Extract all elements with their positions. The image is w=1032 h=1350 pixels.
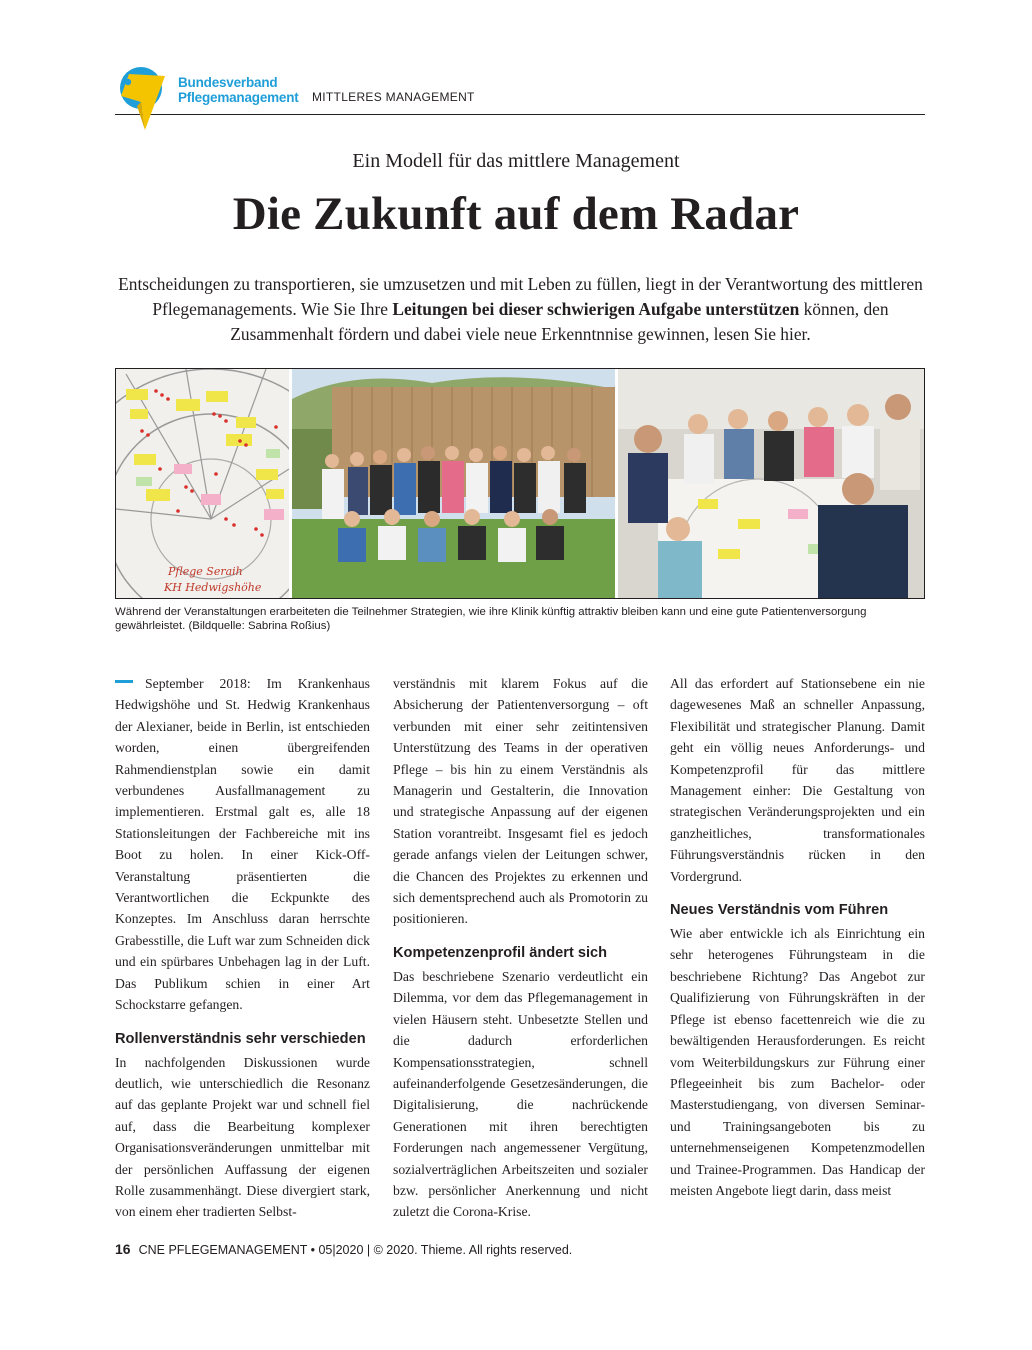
subheading-neues-verstaendnis: Neues Verständnis vom Führen — [670, 902, 889, 919]
logo-wordmark — [178, 75, 299, 105]
column-3-paragraph-2: Wie aber entwickle ich als Einrichtung ein sehr heterogenes Führungsteam in die beschriebene Richtung? Das Angebot zur Qualifizierung von Führungskräften in der Pflege ist ebenso facettenreich wie die zu bewältigenden Herausforderungen. Es reicht vom Weiterbildungskurs zur Führung einer Pflegeeinheit bis zum Bachelor- oder Masterstudiengang, von diversen Seminar- und Trainingsangeboten bis zu unternehmenseigenen Kompetenzmodellen und Trainee-Programmen. Das Handicap der meisten Angebote liegt darin, dass meist — [670, 926, 925, 1198]
photo-strip — [115, 368, 925, 599]
page-footer — [115, 1241, 572, 1257]
section-label: MITTLERES MANAGEMENT — [312, 90, 475, 104]
photo-workshop — [618, 369, 924, 598]
column-1-paragraph-2: In nachfolgenden Diskussionen wurde deutlich, wie unterschiedlich die Resonanz auf das geplante Projekt war und schnell fiel auf, dass die Bearbeitung komplexer Organisationsveränderungen unmittelbar mit der persönlichen Auffassung der eigenen Rolle zusammenhängt. Diese divergiert stark, von einem eher tradierten Selbst- — [115, 1054, 370, 1220]
lead-text-2: können, den Zusammenhalt fördern und dabei viele neue Erkenntnnise gewinnen, lesen Sie hier. — [230, 299, 889, 344]
page-header — [115, 66, 925, 115]
column-1-text-1: September 2018: Im Krankenhaus Hedwigshöhe und St. Hedwig Krankenhaus der Alexianer, beide in Berlin, ist entschieden worden, einen übergreifenden Rahmendienstplan sowie ein damit verbundenes Ausfallmanagement zu implementieren. Erstmal galt es, alle 18 Stationsleitungen der Fachbereiche mit ins Boot zu holen. In einer Kick-Off-Veranstaltung präsentierten die Verantwortlichen die Eckpunkte des Konzeptes. Im Anschluss daran herrschte Grabesstille, die Luft war zum Schneiden dick und ein spürbares Unbehagen lag in der Luft. Das Publikum schien in einer Art Schockstarre gefangen. — [115, 676, 370, 1013]
column-3 — [670, 673, 925, 1201]
article-start-dash-icon — [115, 680, 133, 683]
subheading-rollenverstaendnis: Rollenverständnis sehr verschieden — [115, 1030, 366, 1047]
column-1-paragraph-1 — [115, 673, 370, 1016]
bvpm-logo — [115, 66, 305, 114]
photo-flipchart — [116, 369, 289, 598]
lead-text-bold: Leitungen bei dieser schwierigen Aufgabe unterstützen — [392, 299, 800, 319]
logo-line-2: Pflegemanagement — [178, 90, 299, 105]
column-2-paragraph-1: verständnis mit klarem Fokus auf die Absicherung der Patientenversorgung – oft verbunden mit einer sehr zeitintensiven Unterstützung des Teams in der operativen Pflege – bis hin zu einem Verständnis als Managerin und Gestalterin, die Innovation und strategische Anpassung auf der eigenen Station vorantreibt. Insgesamt fiel es jedoch gerade anfangs vielen der Leitungen schwer, die Chancen des Projektes zu erkennen und sich dementsprechend auch als Promotorin zu positionieren. — [393, 676, 648, 927]
flipchart-sign-line-1: Pflege Seraih — [168, 565, 243, 578]
article-kicker: Ein Modell für das mittlere Management — [352, 150, 680, 172]
footer-text: CNE PFLEGEMANAGEMENT • 05|2020 | © 2020. Thieme. All rights reserved. — [138, 1243, 573, 1257]
column-2-paragraph-2: Das beschriebene Szenario verdeutlicht ein Dilemma, vor dem das Pflegemanagement in vielen Häusern steht. Unbesetzte Stellen und die dadurch erforderlichen Kompensationsstrategien, schnell aufeinanderfolgende Gesetzesänderungen, die Digitalisierung, die nachrückende Generationen mit ihren berechtigten Forderungen nach angemessener Vergütung, sozialverträglichen Arbeitszeiten und sozialer bzw. persönlicher Anerkennung und nicht zuletzt die Corona-Krise. — [393, 968, 648, 1220]
flipchart-sign-line-2: KH Hedwigshöhe — [164, 581, 262, 594]
column-3-paragraph-1: All das erfordert auf Stationsebene ein nie dagewesenes Maß an schneller Anpassung, Flexibilität und strategischer Planung. Damit geht ein völlig neues Anforderungs- und Kompetenzprofil für das mittlere Management einher: Die Gestaltung von strategischen Veränderungsprojekten und ein ganzheitliches, transformationales Führungsverständnis rücken in den Vordergrund. — [670, 676, 925, 884]
subheading-kompetenzenprofil: Kompetenzenprofil ändert sich — [393, 944, 608, 961]
photo-caption: Während der Veranstaltungen erarbeiteten die Teilnehmer Strategien, wie ihre Klinik künftig attraktiv bleiben kann und eine gute Patientenversorgung gewährleistet. (Bildquelle: Sabrina Roßius) — [115, 606, 867, 632]
column-1 — [115, 673, 370, 1223]
page-number: 16 — [115, 1241, 131, 1257]
lead-text-1: Entscheidungen zu transportieren, sie umzusetzen und mit Leben zu füllen, liegt in der Verantwortung des mittleren Pflegemanagements. Wie Sie Ihre — [118, 274, 923, 319]
photo-group — [292, 369, 615, 598]
logo-line-1: Bundesverband — [178, 75, 278, 90]
article-headline: Die Zukunft auf dem Radar — [232, 188, 800, 240]
logo-mark-icon — [115, 66, 175, 132]
article-lead — [118, 272, 923, 347]
column-2 — [393, 673, 648, 1223]
